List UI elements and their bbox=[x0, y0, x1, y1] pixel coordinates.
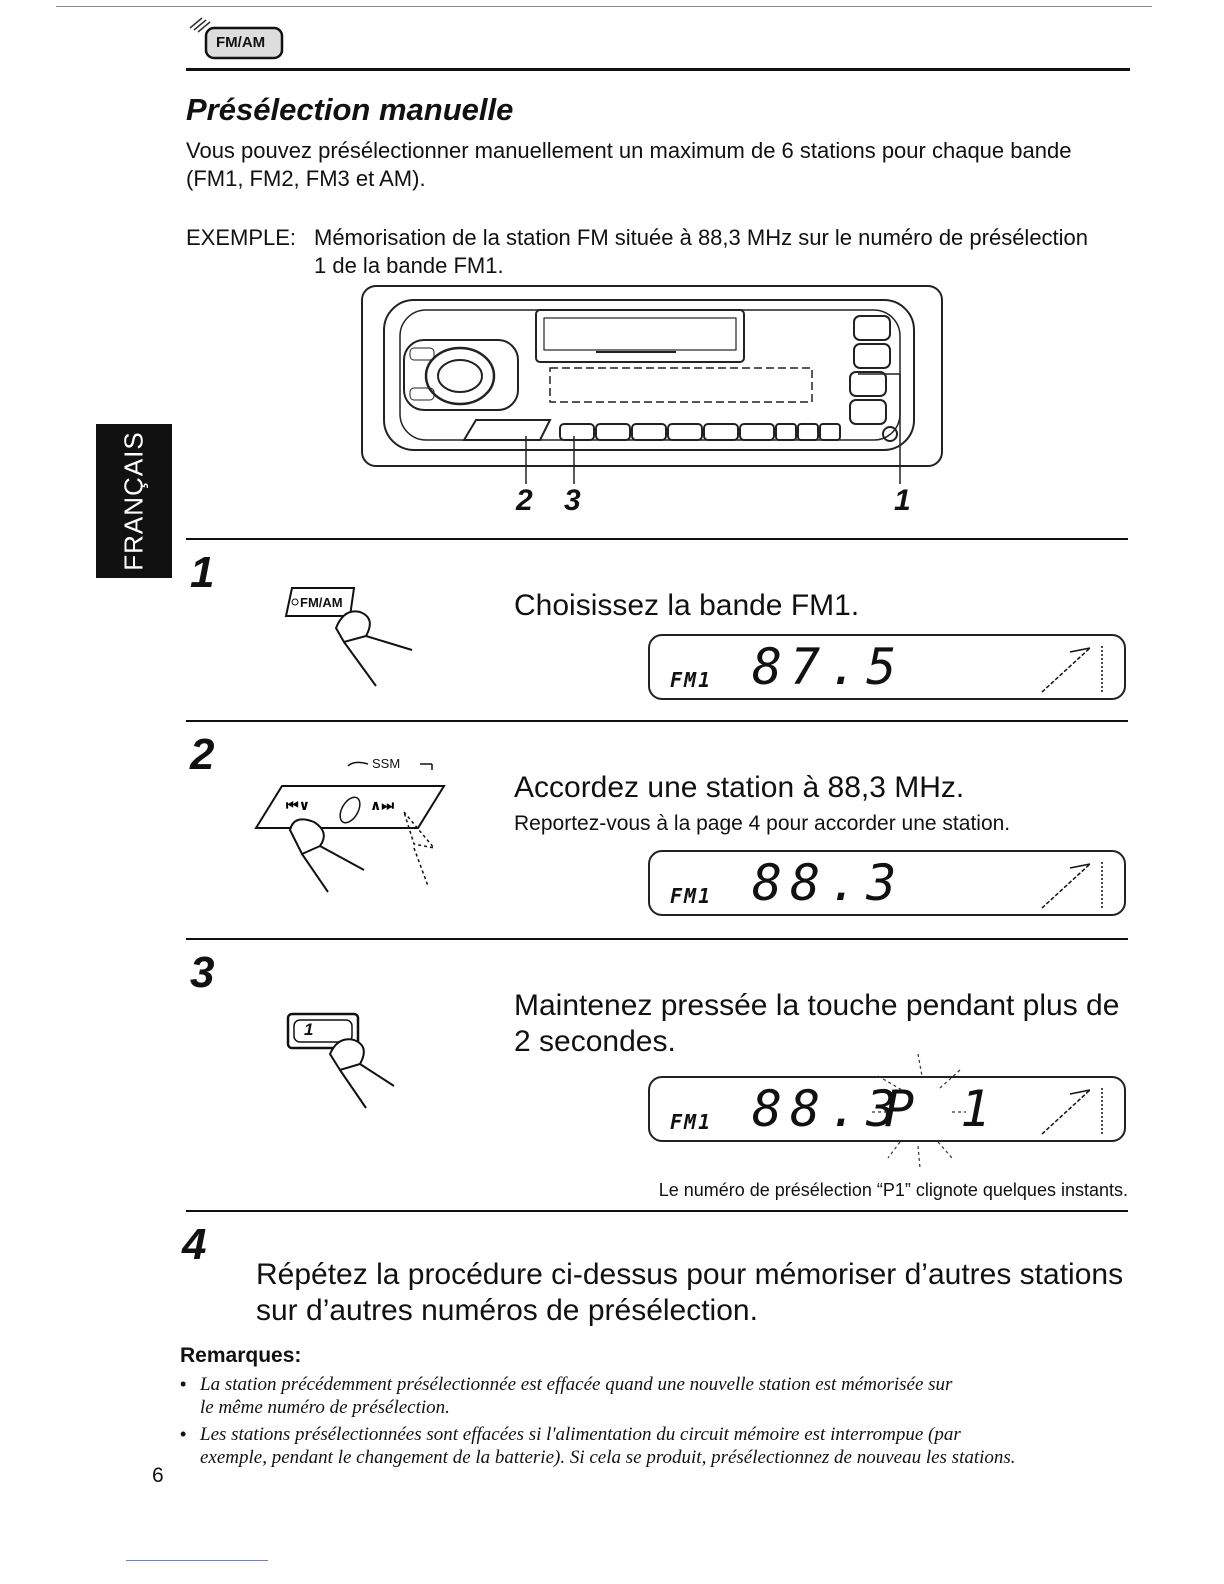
display-band: FM1 bbox=[670, 1110, 713, 1134]
step-3-number: 3 bbox=[190, 948, 215, 997]
step-1-rule bbox=[186, 538, 1128, 540]
step-3-rule bbox=[186, 938, 1128, 940]
display-band: FM1 bbox=[670, 884, 713, 908]
remark-2-line-1: Les stations présélectionnées sont effacées si l'alimentation du circuit mémoire est interrompue (par bbox=[200, 1424, 961, 1445]
step-1-number: 1 bbox=[190, 548, 215, 597]
fm-am-logo bbox=[186, 14, 286, 62]
remark-bullet-2: • bbox=[180, 1424, 187, 1444]
svg-text:∧⏭: ∧⏭ bbox=[370, 798, 394, 814]
finger-press-icon bbox=[286, 1012, 396, 1112]
step-4-number: 4 bbox=[182, 1220, 207, 1269]
example-line-1: Mémorisation de la station FM située à 88,3 MHz sur le numéro de présélection bbox=[314, 225, 1089, 250]
step-4-rule bbox=[186, 1210, 1128, 1212]
language-label: FRANÇAIS bbox=[118, 431, 149, 571]
step-1-display bbox=[648, 634, 1126, 700]
top-hairline bbox=[56, 6, 1152, 7]
faceplate-illustration bbox=[360, 284, 944, 484]
fm-am-button-label: FM/AM bbox=[300, 595, 343, 610]
step-2-sub-instruction: Reportez-vous à la page 4 pour accorder une station. bbox=[514, 812, 1011, 835]
signal-level-icon bbox=[1036, 856, 1116, 912]
step-2-rule bbox=[186, 720, 1128, 722]
logo-text: FM/AM bbox=[216, 34, 266, 51]
display-band: FM1 bbox=[670, 668, 713, 692]
step-4-instruction-line-2: sur d’autres numéros de présélection. bbox=[256, 1294, 758, 1327]
blink-rays-icon bbox=[868, 1046, 968, 1176]
preset-1-label: 1 bbox=[304, 1020, 314, 1039]
svg-text:⏮∨: ⏮∨ bbox=[286, 798, 310, 814]
page-title: Présélection manuelle bbox=[186, 92, 514, 127]
bottom-hairline bbox=[126, 1560, 268, 1561]
car-stereo-diagram bbox=[360, 284, 944, 484]
step-3-instruction-line-2: 2 secondes. bbox=[514, 1025, 676, 1058]
seek-buttons-illustration bbox=[254, 752, 464, 902]
intro-line-1: Vous pouvez présélectionner manuellement un maximum de 6 stations pour chaque bande bbox=[186, 138, 1072, 163]
signal-level-icon bbox=[1036, 1082, 1116, 1138]
display-preset: P 1 bbox=[884, 1080, 999, 1138]
intro-line-2: (FM1, FM2, FM3 et AM). bbox=[186, 166, 426, 191]
example-line-2: 1 de la bande FM1. bbox=[314, 253, 504, 278]
fm-am-button-illustration bbox=[284, 580, 414, 690]
preset-1-button-illustration bbox=[286, 1012, 396, 1112]
signal-level-icon bbox=[1036, 640, 1116, 696]
step-1-instruction: Choisissez la bande FM1. bbox=[514, 589, 860, 622]
step-2-number: 2 bbox=[190, 730, 215, 779]
remark-1-line-1: La station précédemment présélectionnée est effacée quand une nouvelle station est mémorisée sur bbox=[200, 1374, 953, 1395]
step-4-instruction-line-1: Répétez la procédure ci-dessus pour mémoriser d’autres stations bbox=[256, 1258, 1124, 1291]
page-number: 6 bbox=[152, 1464, 164, 1487]
header-rule bbox=[186, 68, 1130, 71]
step-3-caption: Le numéro de présélection “P1” clignote quelques instants. bbox=[658, 1180, 1128, 1200]
step-2-display bbox=[648, 850, 1126, 916]
callout-2: 2 bbox=[516, 484, 533, 517]
remarks-heading: Remarques: bbox=[180, 1344, 302, 1367]
callout-1: 1 bbox=[894, 484, 911, 517]
step-2-instruction: Accordez une station à 88,3 MHz. bbox=[514, 771, 965, 804]
ssm-label: SSM bbox=[372, 756, 401, 771]
step-3-instruction-line-1: Maintenez pressée la touche pendant plus de bbox=[514, 989, 1120, 1022]
remark-1-line-2: le même numéro de présélection. bbox=[200, 1397, 450, 1418]
language-side-tab bbox=[96, 424, 172, 578]
example-label: EXEMPLE: bbox=[186, 225, 297, 250]
remark-bullet-1: • bbox=[180, 1374, 187, 1394]
display-frequency: 88.3 bbox=[752, 854, 905, 912]
seek-buttons-icon bbox=[254, 752, 464, 902]
remark-2-line-2: exemple, pendant le changement de la batterie). Si cela se produit, présélectionnez de nouveau les stations. bbox=[200, 1447, 1016, 1468]
display-frequency: 87.5 bbox=[752, 638, 905, 696]
callout-3: 3 bbox=[564, 484, 581, 517]
display-frequency: 88.3 bbox=[752, 1080, 905, 1138]
